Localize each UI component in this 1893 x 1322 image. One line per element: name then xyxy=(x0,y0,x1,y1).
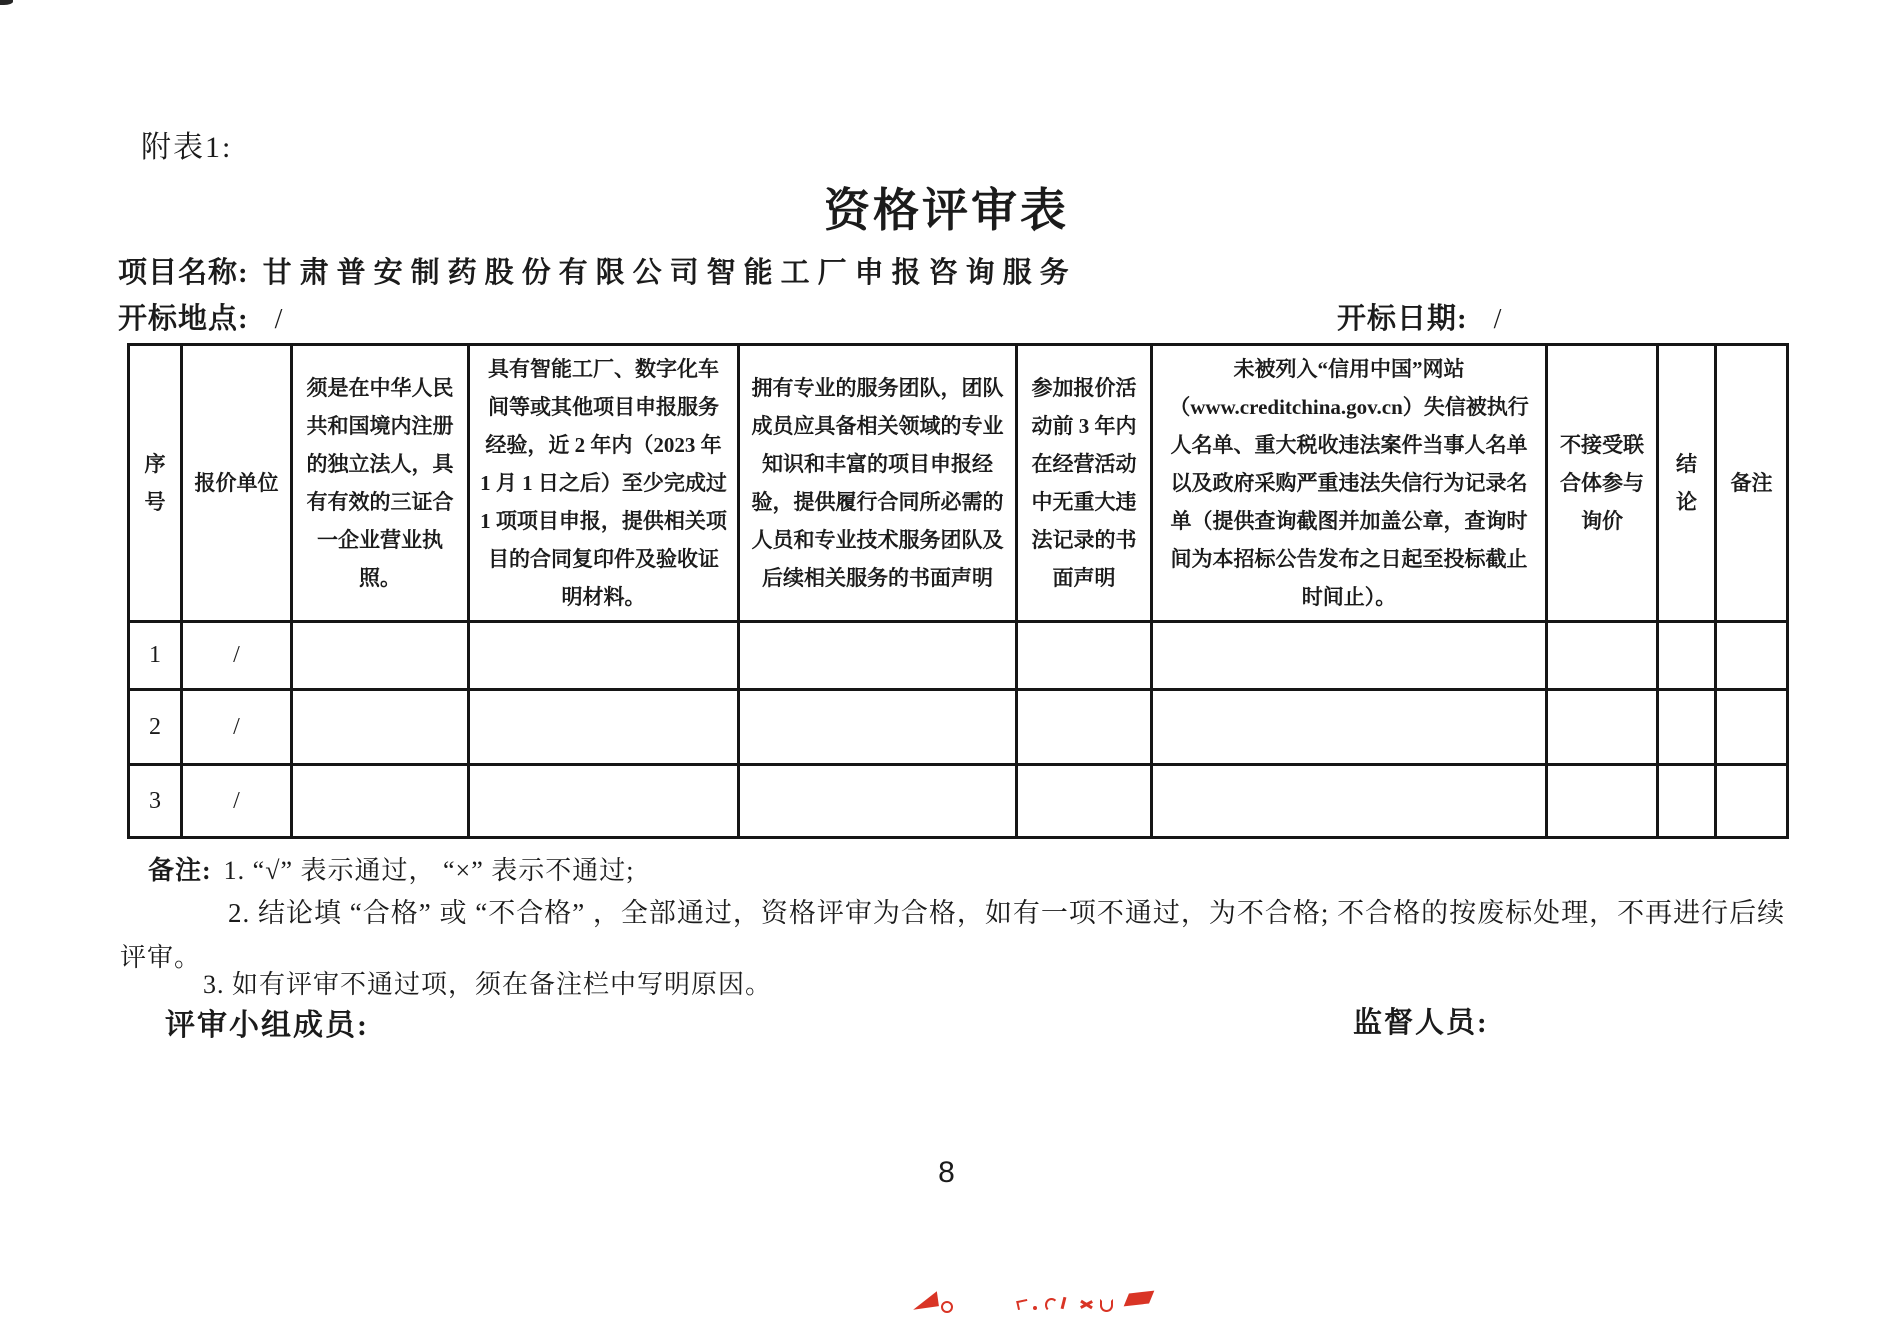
cell-row2-c4 xyxy=(469,690,739,765)
cell-row1-c9 xyxy=(1658,622,1716,690)
cell-row3-no: 3 xyxy=(129,765,182,838)
table-header-row xyxy=(129,345,1788,622)
stamp-fragment-arc xyxy=(1045,1298,1058,1312)
table-row xyxy=(129,690,1788,765)
header-cell-experience: 具有智能工厂、数字化车间等或其他项目申报服务经验，近 2 年内（2023 年 1 月 1 日之后）至少完成过 1 项项目申报，提供相关项目的合同复印件及验收证明材料。 xyxy=(469,345,739,622)
qualification-review-table xyxy=(127,343,1789,839)
remark-label: 备注: xyxy=(148,856,212,885)
remark-note-2: 2. 结论填 “合格” 或 “不合格” ，全部通过，资格评审为合格，如有一项不通过，为不合格; 不合格的按废标处理，不再进行后续 xyxy=(228,898,1786,928)
cell-row2-c7 xyxy=(1152,690,1547,765)
cell-row2-c6 xyxy=(1017,690,1152,765)
stamp-fragment-dot xyxy=(1033,1306,1037,1310)
bid-location-label: 开标地点: xyxy=(118,303,249,335)
bid-date-label: 开标日期: xyxy=(1337,303,1468,335)
remark-note-1 xyxy=(148,850,635,887)
bid-date-value: / xyxy=(1493,304,1502,335)
review-team-signature-label: 评审小组成员: xyxy=(165,1009,369,1042)
stamp-fragment-ushape xyxy=(1100,1299,1113,1312)
page-title: 资格评审表 xyxy=(824,185,1069,236)
cell-row3-c7 xyxy=(1152,765,1547,838)
cell-row2-c10 xyxy=(1716,690,1788,765)
header-cell-no-consortium: 不接受联合体参与询价 xyxy=(1547,345,1658,622)
cell-row2-c8 xyxy=(1547,690,1658,765)
remark-note-2-continuation: 评审。 xyxy=(120,943,202,972)
cell-row1-c6 xyxy=(1017,622,1152,690)
cell-row3-c8 xyxy=(1547,765,1658,838)
remark-note-3: 3. 如有评审不通过项，须在备注栏中写明原因。 xyxy=(203,970,773,999)
cell-row3-c4 xyxy=(469,765,739,838)
stamp-fragment-ring xyxy=(941,1301,953,1313)
cell-row1-c8 xyxy=(1547,622,1658,690)
cell-row1-no: 1 xyxy=(129,622,182,690)
scan-artifact-speck xyxy=(0,0,13,5)
stamp-fragment-bar xyxy=(1061,1297,1067,1309)
project-name-row xyxy=(118,250,1077,291)
stamp-fragment-triangle xyxy=(911,1291,939,1309)
cell-row1-c3 xyxy=(292,622,469,690)
stamp-fragment-stroke xyxy=(1016,1299,1029,1310)
project-name-value: 甘肃普安制药股份有限公司智能工厂申报咨询服务 xyxy=(262,257,1077,289)
remark-note-1-text: 1. “√” 表示通过， “×” 表示不通过; xyxy=(223,856,635,885)
header-cell-bidder: 报价单位 xyxy=(182,345,292,622)
cell-row1-bidder: / xyxy=(182,622,292,690)
cell-row2-c9 xyxy=(1658,690,1716,765)
header-cell-team: 拥有专业的服务团队，团队成员应具备相关领域的专业知识和丰富的项目申报经验，提供履行合同所必需的人员和专业技术服务团队及后续相关服务的书面声明 xyxy=(739,345,1017,622)
cell-row1-c10 xyxy=(1716,622,1788,690)
stamp-fragment-parallelogram xyxy=(1124,1291,1155,1307)
project-name-label: 项目名称: xyxy=(118,257,249,289)
cell-row1-c4 xyxy=(469,622,739,690)
page-number: 8 xyxy=(938,1156,955,1189)
cell-row3-c9 xyxy=(1658,765,1716,838)
cell-row2-c3 xyxy=(292,690,469,765)
header-cell-legal-entity: 须是在中华人民共和国境内注册的独立法人，具有有效的三证合一企业营业执照。 xyxy=(292,345,469,622)
header-cell-conclusion: 结论 xyxy=(1658,345,1716,622)
cell-row3-c3 xyxy=(292,765,469,838)
table-row xyxy=(129,765,1788,838)
table-row xyxy=(129,622,1788,690)
supervisor-signature-label: 监督人员: xyxy=(1353,1007,1489,1039)
header-cell-no-violation: 参加报价活动前 3 年内在经营活动中无重大违法记录的书面声明 xyxy=(1017,345,1152,622)
bid-date-row xyxy=(1337,296,1501,337)
header-cell-credit-china: 未被列入“信用中国”网站（www.creditchina.gov.cn）失信被执行人名单、重大税收违法案件当事人名单以及政府采购严重违法失信行为记录名单（提供查询截图并加盖公章，查询时间为本招标公告发布之日起至投标截止时间止）。 xyxy=(1152,345,1547,622)
cell-row2-bidder: / xyxy=(182,690,292,765)
annex-label: 附表1: xyxy=(141,131,233,164)
cell-row3-c6 xyxy=(1017,765,1152,838)
cell-row3-bidder: / xyxy=(182,765,292,838)
header-cell-remarks: 备注 xyxy=(1716,345,1788,622)
cell-row1-c7 xyxy=(1152,622,1547,690)
header-cell-no: 序号 xyxy=(129,345,182,622)
cell-row3-c10 xyxy=(1716,765,1788,838)
cell-row1-c5 xyxy=(739,622,1017,690)
bid-location-value: / xyxy=(274,304,283,335)
cell-row2-c5 xyxy=(739,690,1017,765)
bid-location-row xyxy=(118,296,282,337)
cell-row3-c5 xyxy=(739,765,1017,838)
cell-row2-no: 2 xyxy=(129,690,182,765)
